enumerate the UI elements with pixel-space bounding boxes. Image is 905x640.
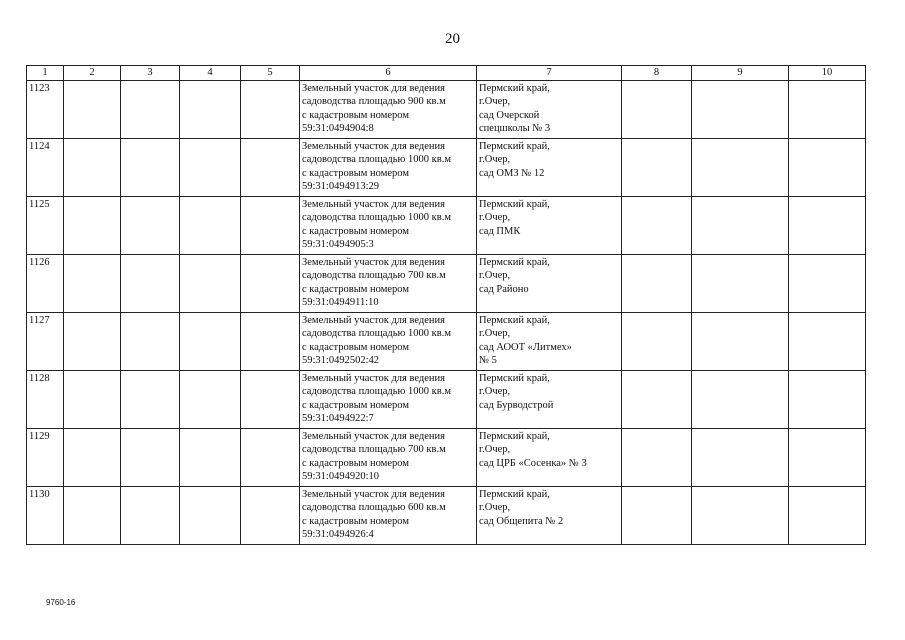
plot-description-cell (300, 81, 477, 139)
empty-cell (64, 255, 121, 313)
plot-description-cell (300, 371, 477, 429)
plot-description-line: 59:31:0494913:29 (302, 181, 380, 193)
plot-description-line: садоводства площадью 1000 кв.м (302, 212, 451, 224)
plot-address-line: сад Очерской (479, 109, 540, 121)
column-header: 8 (622, 66, 692, 81)
column-header: 1 (27, 66, 64, 81)
plot-address-cell (477, 429, 622, 487)
empty-cell (789, 487, 866, 545)
empty-cell (789, 139, 866, 197)
plot-address-line: Пермский край, (479, 141, 550, 152)
empty-cell (622, 487, 692, 545)
plot-address-line: Пермский край, (479, 315, 550, 326)
plot-address-cell (477, 371, 622, 429)
empty-cell (789, 81, 866, 139)
empty-cell (622, 81, 692, 139)
empty-cell (180, 139, 241, 197)
empty-cell (241, 313, 300, 371)
row-number-cell: 1124 (27, 139, 64, 197)
plot-description-cell (300, 255, 477, 313)
table-row (27, 371, 866, 429)
plot-address-line: г.Очер, (479, 96, 511, 108)
empty-cell (692, 313, 789, 371)
empty-cell (121, 139, 180, 197)
plot-description-line: 59:31:0494922:7 (302, 413, 374, 425)
plot-description-line: Земельный участок для ведения (302, 141, 445, 152)
plot-description-line: Земельный участок для ведения (302, 373, 445, 384)
empty-cell (180, 429, 241, 487)
land-plot-register-table (26, 65, 866, 545)
empty-cell (789, 371, 866, 429)
row-number-cell: 1128 (27, 371, 64, 429)
row-number-cell: 1127 (27, 313, 64, 371)
plot-address-line: г.Очер, (479, 328, 511, 340)
plot-address-line: г.Очер, (479, 502, 511, 514)
empty-cell (241, 429, 300, 487)
empty-cell (241, 487, 300, 545)
plot-address-cell (477, 255, 622, 313)
plot-description-line: Земельный участок для ведения (302, 315, 445, 326)
row-number-cell: 1130 (27, 487, 64, 545)
row-number-cell: 1129 (27, 429, 64, 487)
column-header: 9 (692, 66, 789, 81)
row-number-cell: 1125 (27, 197, 64, 255)
table-row (27, 197, 866, 255)
empty-cell (622, 313, 692, 371)
plot-description-line: 59:31:0494904:8 (302, 123, 374, 135)
plot-description-cell (300, 139, 477, 197)
page-number: 20 (445, 31, 460, 47)
plot-description-cell (300, 487, 477, 545)
empty-cell (692, 255, 789, 313)
empty-cell (121, 313, 180, 371)
plot-description-line: садоводства площадью 600 кв.м (302, 502, 446, 514)
plot-address-line: г.Очер, (479, 386, 511, 398)
plot-address-line: Пермский край, (479, 83, 550, 94)
empty-cell (64, 81, 121, 139)
empty-cell (789, 313, 866, 371)
table-row (27, 255, 866, 313)
empty-cell (692, 139, 789, 197)
plot-address-line: сад Бурводстрой (479, 399, 554, 411)
plot-address-line: Пермский край, (479, 199, 550, 210)
empty-cell (180, 255, 241, 313)
plot-description-line: с кадастровым номером (302, 283, 409, 295)
plot-address-line: Пермский край, (479, 489, 550, 500)
plot-description-cell (300, 197, 477, 255)
plot-description-line: 59:31:0494920:10 (302, 471, 380, 483)
empty-cell (789, 429, 866, 487)
plot-address-line: сад ПМК (479, 225, 521, 237)
plot-description-line: садоводства площадью 1000 кв.м (302, 328, 451, 340)
empty-cell (180, 371, 241, 429)
empty-cell (64, 429, 121, 487)
table-row (27, 139, 866, 197)
plot-address-cell (477, 81, 622, 139)
plot-address-line: сад Общепита № 2 (479, 515, 564, 527)
plot-address-line: г.Очер, (479, 212, 511, 224)
empty-cell (692, 371, 789, 429)
plot-address-line: г.Очер, (479, 270, 511, 282)
plot-address-line: Пермский край, (479, 257, 550, 268)
plot-description-line: 59:31:0492502:42 (302, 355, 380, 367)
table-row (27, 487, 866, 545)
plot-description-line: с кадастровым номером (302, 167, 409, 179)
row-number-cell: 1126 (27, 255, 64, 313)
empty-cell (622, 197, 692, 255)
empty-cell (64, 487, 121, 545)
plot-description-line: с кадастровым номером (302, 341, 409, 353)
plot-description-line: с кадастровым номером (302, 225, 409, 237)
plot-description-line: садоводства площадью 700 кв.м (302, 444, 446, 456)
empty-cell (121, 371, 180, 429)
plot-address-cell (477, 487, 622, 545)
empty-cell (241, 81, 300, 139)
column-header: 7 (477, 66, 622, 81)
empty-cell (692, 81, 789, 139)
plot-description-line: Земельный участок для ведения (302, 489, 445, 500)
row-number-cell: 1123 (27, 81, 64, 139)
plot-description-line: Земельный участок для ведения (302, 199, 445, 210)
empty-cell (121, 255, 180, 313)
empty-cell (180, 197, 241, 255)
empty-cell (692, 429, 789, 487)
plot-description-line: 59:31:0494905:3 (302, 239, 374, 251)
plot-description-line: Земельный участок для ведения (302, 257, 445, 268)
empty-cell (121, 429, 180, 487)
table-row (27, 429, 866, 487)
plot-address-line: № 5 (479, 355, 497, 367)
empty-cell (692, 197, 789, 255)
plot-description-line: с кадастровым номером (302, 399, 409, 411)
empty-cell (64, 313, 121, 371)
empty-cell (180, 81, 241, 139)
empty-cell (180, 487, 241, 545)
plot-address-line: г.Очер, (479, 444, 511, 456)
empty-cell (789, 255, 866, 313)
plot-address-cell (477, 197, 622, 255)
plot-address-line: спецшколы № 3 (479, 123, 551, 135)
empty-cell (121, 81, 180, 139)
plot-description-line: с кадастровым номером (302, 457, 409, 469)
plot-address-line: Пермский край, (479, 431, 550, 442)
plot-address-line: сад ЦРБ «Сосенка» № 3 (479, 457, 587, 469)
plot-address-line: сад Районо (479, 283, 529, 295)
empty-cell (121, 197, 180, 255)
empty-cell (622, 139, 692, 197)
plot-description-line: садоводства площадью 900 кв.м (302, 96, 446, 108)
table-row (27, 313, 866, 371)
empty-cell (622, 255, 692, 313)
empty-cell (180, 313, 241, 371)
plot-description-line: с кадастровым номером (302, 109, 409, 121)
column-header: 10 (789, 66, 866, 81)
column-header: 3 (121, 66, 180, 81)
empty-cell (692, 487, 789, 545)
empty-cell (64, 197, 121, 255)
empty-cell (241, 371, 300, 429)
plot-address-line: Пермский край, (479, 373, 550, 384)
plot-address-line: сад АООТ «Литмех» (479, 341, 572, 353)
plot-description-line: садоводства площадью 1000 кв.м (302, 386, 451, 398)
empty-cell (241, 197, 300, 255)
empty-cell (241, 139, 300, 197)
empty-cell (121, 487, 180, 545)
table-body (27, 81, 866, 545)
plot-description-line: 59:31:0494926:4 (302, 529, 374, 541)
plot-description-line: 59:31:0494911:10 (302, 297, 379, 309)
column-header: 6 (300, 66, 477, 81)
empty-cell (622, 371, 692, 429)
empty-cell (64, 371, 121, 429)
plot-description-line: с кадастровым номером (302, 515, 409, 527)
plot-description-cell (300, 429, 477, 487)
empty-cell (789, 197, 866, 255)
empty-cell (622, 429, 692, 487)
plot-description-line: садоводства площадью 1000 кв.м (302, 154, 451, 166)
column-header: 2 (64, 66, 121, 81)
plot-description-line: Земельный участок для ведения (302, 83, 445, 94)
column-number-row (27, 66, 866, 81)
column-header: 4 (180, 66, 241, 81)
empty-cell (64, 139, 121, 197)
document-code: 9760-16 (46, 598, 76, 607)
empty-cell (241, 255, 300, 313)
column-header: 5 (241, 66, 300, 81)
plot-address-cell (477, 313, 622, 371)
table-row (27, 81, 866, 139)
plot-description-line: Земельный участок для ведения (302, 431, 445, 442)
plot-description-cell (300, 313, 477, 371)
plot-description-line: садоводства площадью 700 кв.м (302, 270, 446, 282)
plot-address-line: сад ОМЗ № 12 (479, 167, 545, 179)
plot-address-line: г.Очер, (479, 154, 511, 166)
plot-address-cell (477, 139, 622, 197)
